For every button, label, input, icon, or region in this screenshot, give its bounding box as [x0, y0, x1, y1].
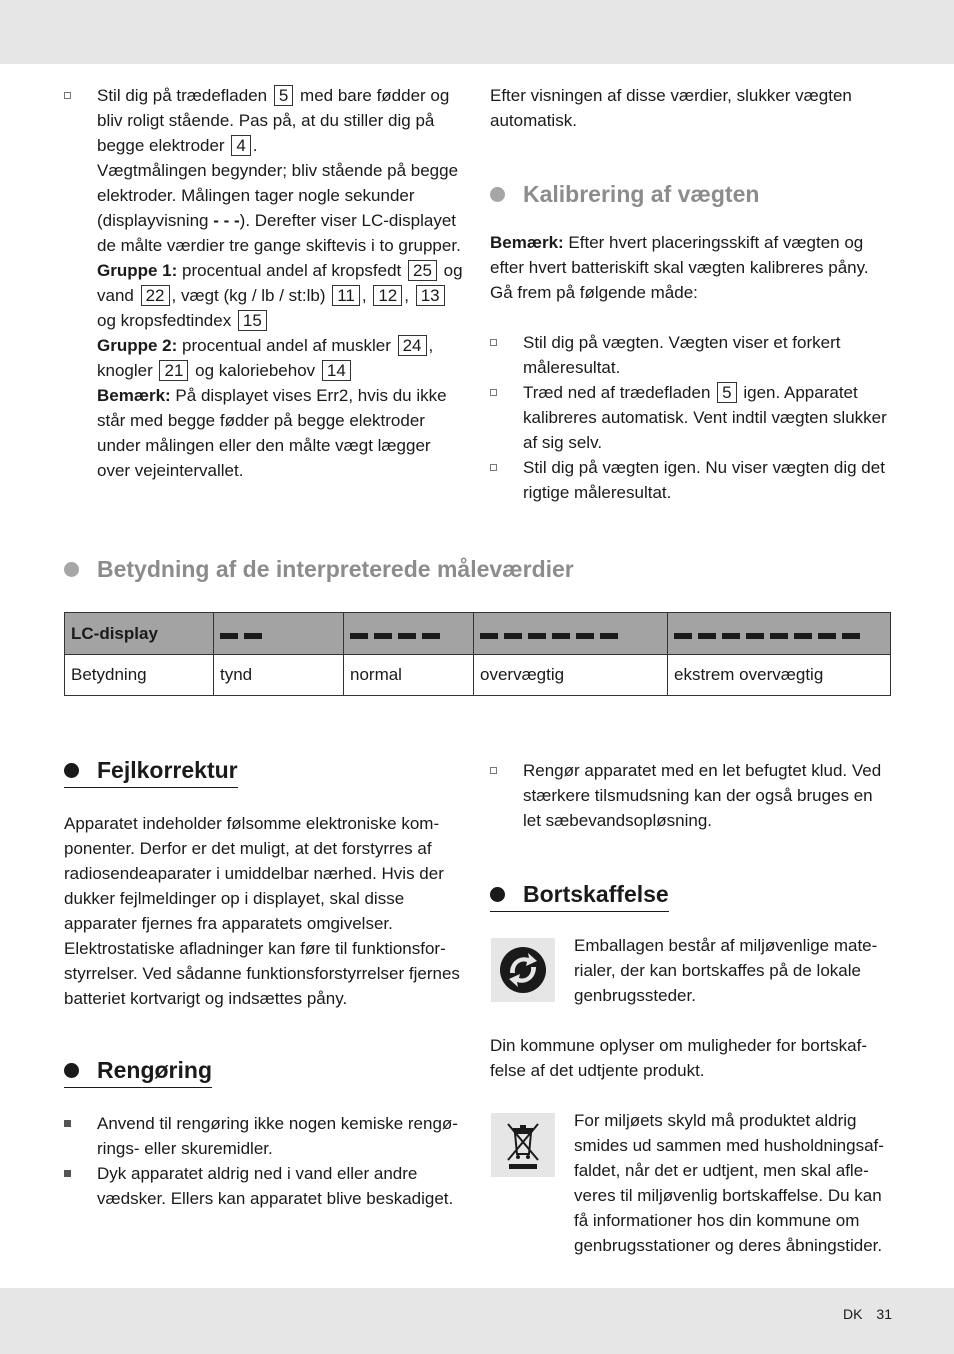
checkbox-bullet-icon: [490, 767, 497, 774]
step-text: , vægt (kg / lb / st:lb): [171, 286, 331, 305]
page-footer: [829, 1306, 892, 1322]
ref-number: 4: [231, 135, 250, 156]
error-heading: [64, 756, 238, 788]
step-text: Stil dig på vægten. Vægten viser et forkert måleresultat.: [523, 333, 841, 377]
checkbox-bullet-icon: [490, 464, 497, 471]
cleaning-section: [64, 1056, 466, 1211]
display-bar-segment: [794, 633, 812, 639]
display-dashes: - - -: [213, 211, 240, 230]
step-text: procentual andel af kropsfedt: [177, 261, 406, 280]
note-text: Efter hvert placeringsskift af vægten og efter hvert batteriskift skal vægten kalibreres påny. Gå frem på følgende måde:: [490, 233, 869, 302]
table-cell: Betydning: [65, 655, 214, 696]
table-row: [65, 655, 891, 696]
step-text: knogler: [97, 361, 158, 380]
display-bar-segment: [576, 633, 594, 639]
header-label: LC-display: [71, 623, 158, 643]
table-header-cell: [344, 613, 474, 655]
table-header-cell: [65, 613, 214, 655]
table-cell: tynd: [214, 655, 344, 696]
step-text: .: [252, 136, 258, 155]
calibration-step: [490, 330, 894, 380]
display-bars: [220, 633, 262, 639]
display-bars: [350, 633, 440, 639]
step-text: procentual andel af muskler: [177, 336, 396, 355]
group1-label: Gruppe 1:: [97, 261, 178, 280]
display-bar-segment: [220, 633, 238, 639]
disposal-heading: [490, 880, 669, 912]
display-bar-segment: [722, 633, 740, 639]
bullet-dot-icon: [490, 887, 505, 902]
cleaning-item: [64, 1161, 466, 1211]
error-text: Apparatet indeholder følsomme elektroniske kom-ponenter. Derfor er det muligt, at det forstyrres af radiosendeaparater i umiddelbar nærhed. Hvis der dukker fejlmeldinger op i displayet, skal disse apparater fjernes fra apparatets omgivelser. Elektrostatiske afladninger kan føre til funktionsfor-styrrelser. Ved sådanne funktionsforstyrrelser fjernes batteriet kortvarigt og indsættes påny.: [64, 814, 460, 1008]
error-section: [64, 756, 466, 1011]
display-bar-segment: [600, 633, 618, 639]
lc-display-table: [64, 612, 891, 696]
step-text: og kropsfedtindex: [97, 311, 236, 330]
heading-text: Betydning af de interpreterede måleværdier: [97, 556, 574, 582]
ref-number: 25: [408, 260, 437, 281]
display-bar-segment: [350, 633, 368, 639]
item-text: Dyk apparatet aldrig ned i vand eller andre vædsker. Ellers kan apparatet blive beskadiget.: [97, 1164, 454, 1208]
heading-text: Bortskaffelse: [523, 881, 669, 907]
group2-label: Gruppe 2:: [97, 336, 178, 355]
step-text: ). Derefter viser LC-displayet de målte værdier tre gange skiftevis i to grupper.: [97, 211, 461, 255]
calibration-heading: [490, 180, 894, 208]
ref-number: 5: [717, 382, 736, 403]
heading-text: Rengøring: [97, 1057, 212, 1083]
ref-number: 24: [398, 335, 427, 356]
step-text: igen. Apparatet kalibreres automatisk. Vent indtil vægten slukker af sig selv.: [523, 383, 887, 452]
display-bar-segment: [398, 633, 416, 639]
display-bar-segment: [422, 633, 440, 639]
ref-number: 11: [332, 285, 360, 306]
note-label: Bemærk:: [490, 233, 564, 252]
bullet-dot-icon: [64, 1063, 79, 1078]
calibration-step: [490, 455, 894, 505]
step-text: og vand: [97, 261, 463, 305]
display-bar-segment: [552, 633, 570, 639]
table-cell: overvægtig: [474, 655, 668, 696]
ref-number: 21: [159, 360, 188, 381]
page-number: 31: [876, 1306, 892, 1322]
step-text: Stil dig på trædefladen: [97, 86, 272, 105]
calibration-step: [490, 380, 894, 455]
ref-number: 14: [322, 360, 351, 381]
cleaning-heading: [64, 1056, 212, 1088]
cleaning-item: [64, 1111, 466, 1161]
table-header-cell: [474, 613, 668, 655]
checkbox-bullet-icon: [64, 92, 71, 99]
square-bullet-icon: [64, 1170, 71, 1177]
bullet-dot-icon: [490, 187, 505, 202]
disposal-section: [490, 880, 894, 912]
ref-number: 12: [373, 285, 402, 306]
table-header-cell: [214, 613, 344, 655]
display-bars: [674, 633, 860, 639]
measurement-section: [64, 83, 466, 483]
municipality-text: Din kommune oplyser om muligheder for bortskaf-felse af det udtjente produkt.: [490, 1036, 867, 1080]
note-text: På displayet vises Err2, hvis du ikke står med begge fødder på begge elektroder under målingen eller den målte vægt lægger over vejeintervallet.: [97, 386, 447, 480]
bottom-band: [0, 1288, 954, 1354]
cleaning-item: [490, 758, 894, 833]
display-bars: [480, 633, 618, 639]
ref-number: 15: [238, 310, 267, 331]
interpret-heading: [64, 555, 574, 583]
table-header-cell: [668, 613, 891, 655]
heading-text: Fejlkorrektur: [97, 757, 238, 783]
bullet-dot-icon: [64, 763, 79, 778]
display-bar-segment: [374, 633, 392, 639]
heading-text: Kalibrering af vægten: [523, 181, 760, 207]
ref-number: 13: [416, 285, 445, 306]
checkbox-bullet-icon: [490, 339, 497, 346]
display-bar-segment: [698, 633, 716, 639]
packaging-text: Emballagen består af miljøvenlige mate-rialer, der kan bortskaffes på de lokale genbrugssteder.: [574, 936, 878, 1005]
display-bar-segment: [818, 633, 836, 639]
item-text: Anvend til rengøring ikke nogen kemiske rengø-rings- eller skuremidler.: [97, 1114, 458, 1158]
step-text: Træd ned af trædefladen: [523, 383, 716, 402]
display-bar-segment: [770, 633, 788, 639]
square-bullet-icon: [64, 1120, 71, 1127]
crossed-bin-icon: [491, 1113, 555, 1177]
step-text: Vægtmålingen begynder; bliv stående på begge elektroder. Målingen tager nogle sekunder (displayvisning: [97, 161, 459, 230]
ref-number: 22: [141, 285, 170, 306]
display-bar-segment: [504, 633, 522, 639]
step-text: og kaloriebehov: [190, 361, 320, 380]
table-header-row: [65, 613, 891, 655]
language-code: DK: [842, 1306, 863, 1322]
display-bar-segment: [746, 633, 764, 639]
bullet-dot-icon: [64, 562, 79, 577]
table-cell: normal: [344, 655, 474, 696]
table-cell: ekstrem overvægtig: [668, 655, 891, 696]
checkbox-bullet-icon: [490, 389, 497, 396]
recycling-logo-icon: [491, 938, 555, 1002]
ref-number: 5: [274, 85, 293, 106]
calibration-note: [490, 230, 894, 305]
display-bar-segment: [674, 633, 692, 639]
top-band: [0, 0, 954, 64]
product-disposal-text: For miljøets skyld må produktet aldrig smides ud sammen med husholdningsaf-faldet, når det er udtjent, men skal afle-veres til miljøvenlig bortskaffelse. Du kan få informationer hos din kommune om genbrugsstationer og deres åbningstider.: [574, 1111, 884, 1255]
display-bar-segment: [480, 633, 498, 639]
display-bar-segment: [842, 633, 860, 639]
measurement-step: Stil dig på trædefladen 5 med bare fødder og bliv roligt stående. Pas på, at du stiller dig på begge elektroder 4 . Vægtmålingen begynder; bliv stående på begge elektroder. Målingen tager nogle sekunder (displayvisning - - -). Derefter viser LC-displayet de målte værdier tre gange skiftevis i to grupper. Gruppe 1: procentual andel af kropsfedt 25 og vand 22 , vægt (kg / lb / st:lb) 11 , 12 , 13 og kropsfedtindex 15 Gruppe 2: procentual andel af muskler 24 , knogler 21 og kaloriebehov 14 Bemærk: På displayet vises Err2, hvis du ikke står med begge fødder på begge elektroder under målingen eller den målte vægt lægger over vejeintervallet.: [64, 83, 466, 483]
item-text: Rengør apparatet med en let befugtet klud. Ved stærkere tilsmudsning kan der også bruges en let sæbevandsopløsning.: [523, 761, 882, 830]
display-bar-segment: [244, 633, 262, 639]
note-label: Bemærk:: [97, 386, 171, 405]
step-text: Stil dig på vægten igen. Nu viser vægten dig det rigtige måleresultat.: [523, 458, 885, 502]
auto-off-text: Efter visningen af disse værdier, slukker vægten automatisk.: [490, 86, 852, 130]
cleaning-continued: [490, 758, 894, 833]
display-bar-segment: [528, 633, 546, 639]
step-text: med bare fødder og bliv roligt stående. Pas på, at du stiller dig på begge elektroder: [97, 86, 450, 155]
calibration-section: [490, 83, 894, 505]
